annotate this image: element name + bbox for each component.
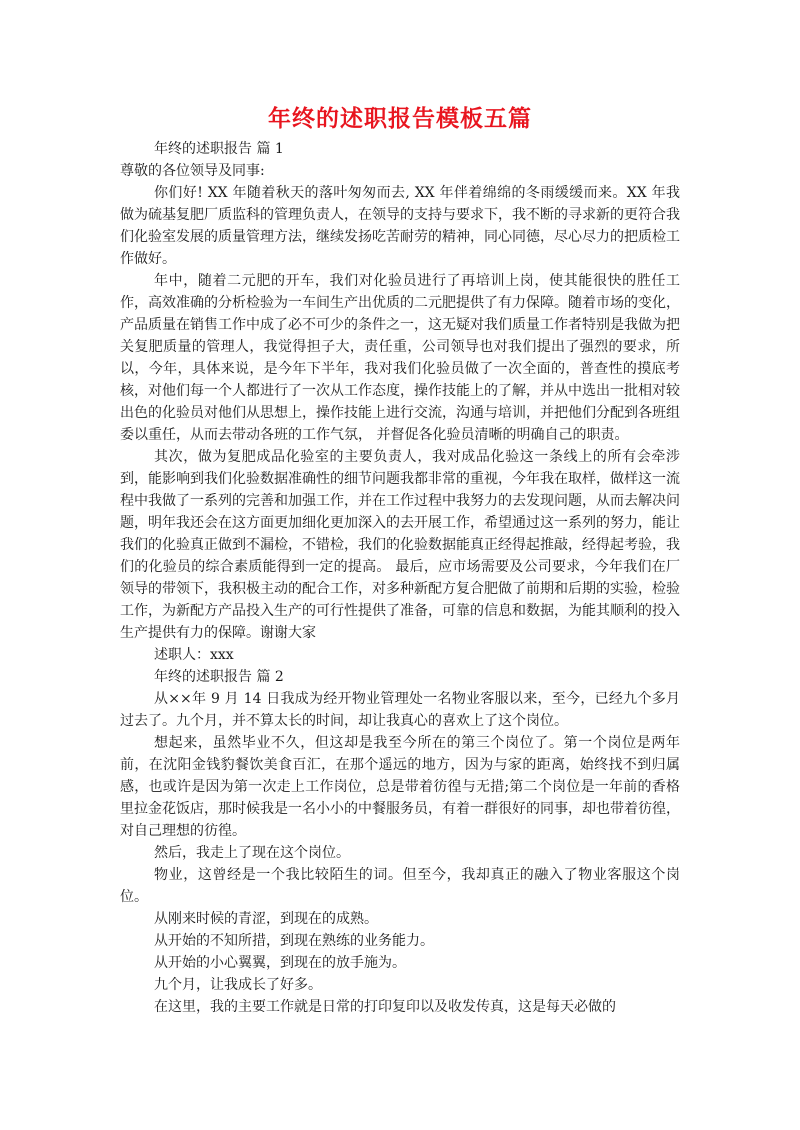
paragraph: 你们好! XX 年随着秋天的落叶匆匆而去, XX 年伴着绵绵的冬雨缓缓而来。XX 年我做为硫基复肥厂质监科的管理负责人，在领导的支持与要求下，我不断的寻求新的更符合我们化验室发展的质量管理方法，继续发扬吃苦耐劳的精神，同心同德，尽心尽力的把质检工作做好。 [120, 185, 680, 267]
paragraph: 然后，我走上了现在这个岗位。 [154, 845, 350, 861]
paragraph: 从刚来时候的青涩，到现在的成熟。 [154, 911, 378, 927]
paragraph: 物业，这曾经是一个我比较陌生的词。但至今，我却真正的融入了物业客服这个岗位。 [120, 867, 680, 905]
paragraph: 从××年 9 月 14 日我成为经开物业管理处一名物业客服以来，至今，已经九个多月过去了。九个月，并不算太长的时间，却让我真心的喜欢上了这个岗位。 [120, 691, 680, 729]
paragraph: 其次，做为复肥成品化验室的主要负责人，我对成品化验这一条线上的所有会牵涉到，能影响到我们化验数据准确性的细节问题我都非常的重视，今年我在取样，做样这一流程中我做了一系列的完善和加强工作，并在工作过程中我努力的去发现问题，从而去解决问题，明年我还会在这方面更加细化更加深入的去开展工作，希望通过这一系列的努力，能让我们的化验真正做到不漏检，不错检，我们的化验数据能真正经得起推敲，经得起考验，我们的化验员的综合素质能得到一定的提高。 最后，应市场需要及公司要求，今年我们在厂领导的带领下，我积极主动的配合工作，对多种新配方复合肥做了前期和后期的实验，检验工作，为新配方产品投入生产的可行性提供了准备，可靠的信息和数据，为能其顺利的投入生产提供有力的保障。谢谢大家 [120, 449, 680, 641]
section-heading-2: 年终的述职报告 篇 2 [154, 669, 284, 685]
signature-line: 述职人：xxx [154, 647, 234, 663]
paragraph: 从开始的不知所措，到现在熟练的业务能力。 [154, 933, 434, 949]
document-title: 年终的述职报告模板五篇 [268, 105, 532, 132]
paragraph: 在这里，我的主要工作就是日常的打印复印以及收发传真，这是每天必做的 [154, 999, 616, 1015]
document-body [120, 138, 680, 1018]
paragraph: 九个月，让我成长了好多。 [154, 977, 322, 993]
salutation: 尊敬的各位领导及同事: [120, 163, 265, 179]
paragraph: 从开始的小心翼翼，到现在的放手施为。 [154, 955, 406, 971]
paragraph: 年中，随着二元肥的开车，我们对化验员进行了再培训上岗，使其能很快的胜任工作，高效准确的分析检验为一车间生产出优质的二元肥提供了有力保障。随着市场的变化，产品质量在销售工作中成了必不可少的条件之一，这无疑对我们质量工作者特别是我做为把关复肥质量的管理人，我觉得担子大，责任重，公司领导也对我们提出了强烈的要求，所以，今年，具体来说，是今年下半年，我对我们化验员做了一次全面的，普查性的摸底考核，对他们每一个人都进行了一次从工作态度，操作技能上的了解，并从中选出一批相对较出色的化验员对他们从思想上，操作技能上进行交流，沟通与培训，并把他们分配到各班组委以重任，从而去带动各班的工作气氛， 并督促各化验员清晰的明确自己的职责。 [120, 273, 680, 443]
paragraph: 想起来，虽然毕业不久，但这却是我至今所在的第三个岗位了。第一个岗位是两年前，在沈阳金钱豹餐饮美食百汇，在那个遥远的地方，因为与家的距离，始终找不到归属感，也或许是因为第一次走上工作岗位，总是带着彷徨与无措;第二个岗位是一年前的香格里拉金花饭店，那时候我是一名小小的中餐服务员，有着一群很好的同事，却也带着彷徨，对自己理想的彷徨。 [120, 735, 680, 839]
section-heading-1: 年终的述职报告 篇 1 [154, 141, 284, 157]
